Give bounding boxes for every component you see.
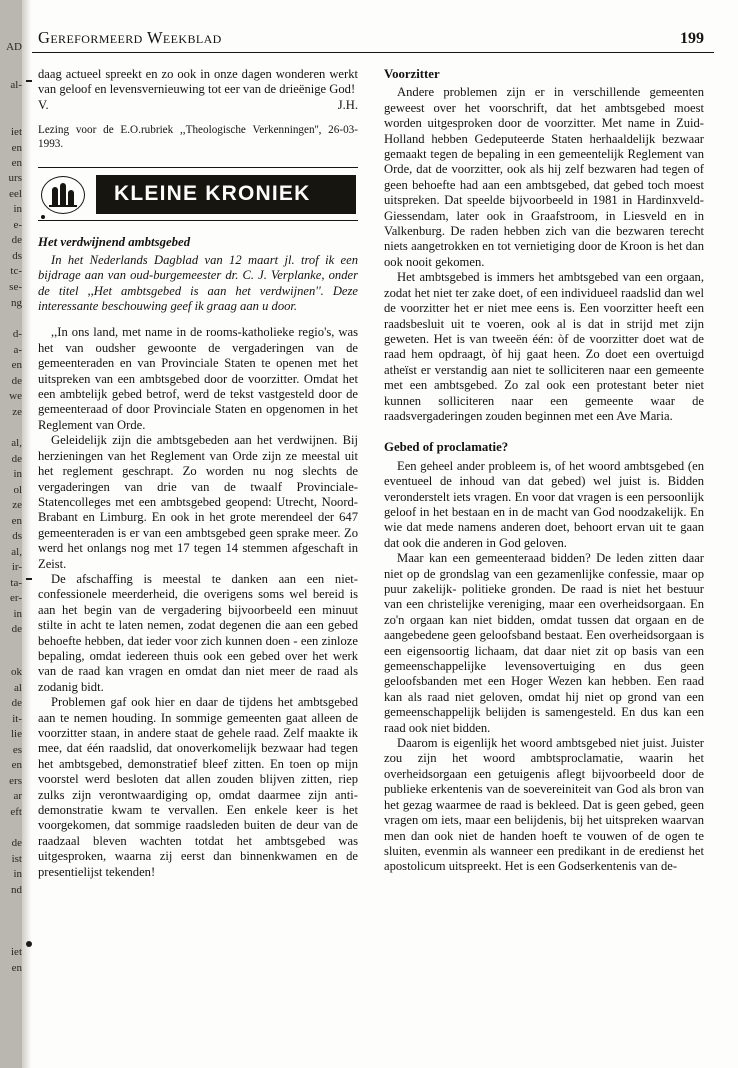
- edge-fragment: a-: [13, 344, 22, 356]
- edge-fragment: ist: [11, 853, 22, 865]
- section-heading-gebed-of-proclamatie: Gebed of proclamatie?: [384, 440, 509, 455]
- edge-fragment: de: [11, 623, 22, 635]
- body-paragraph: Een geheel ander probleem is, of het woord ambtsgebed (en eventueel de inhoud van dat gebed) wel juist is. Bidden veronderstelt iets vragen. En voor dat vragen is een persoonlijk geloof in het bestaan en in de macht van God noodzakelijk. En wie dat mede namens anderen doet, behoort ervan uit te gaan dat ook die anderen in God geloven.: [384, 458, 704, 550]
- body-paragraph: Problemen gaf ook hier en daar de tijdens het ambtsgebed aan te nemen houding. In sommige gemeenten gaat alleen de voorzitter staan, in andere staat de gehele raad. Zelf maakte ik mee, dat één raadslid, dat onoverkomelijk bezwaar had tegen het ambtsgebed, demonstratief bleef zitten. En toen op mijn voorstel werd besloten dat allen zouden blijven zitten, riep zulks zijn verontwaardiging op, omdat daarmee zijn anti- demonstratie kwam te vervallen. Een enkele keer is het voorgekomen, dat sommige raadsleden buiten de deur van de raadzaal bleven wachten totdat het ambtsgebed was uitgesproken, waarna zij eerst dan binnenkwamen en de presentielijst tekenden!: [38, 695, 358, 879]
- column-right: [384, 67, 704, 880]
- edge-fragment: de: [11, 234, 22, 246]
- two-column-body: [32, 67, 704, 880]
- body-paragraph: ,,In ons land, met name in de rooms-katholieke regio's, was het van oudsher gewoonte de vergaderingen van de gemeenteraden en van Provinciale Staten te openen met het uitspreken van een ambtsgebed door de voorzitter. Omdat het een ambtelijk gebed betrof, werd de tekst vastgesteld door de gemeenteraad of door Provinciale Staten en opgenomen in het Reglement van Orde.: [38, 325, 358, 432]
- edge-fragment: ze: [12, 406, 22, 418]
- continuation-paragraph: daag actueel spreekt en zo ook in onze dagen wonderen werkt van geloof en levensvernieuwing tot eer van de drieënige God!: [38, 67, 358, 97]
- edge-fragment: de: [11, 697, 22, 709]
- body-paragraph: Het ambtsgebed is immers het ambtsgebed van een orgaan, zodat het niet ter zake doet, of een individueel raadslid dan wel de voorzitter het er niet mee eens is. Een voorzitter heeft een raadsbesluit uit te voeren, ook al is dat in strijd met zijn geweten. Het is van tweeën één: òf de voorzitter doet wat de raad hem opdraagt, òf hij gaat heen. Zo doet een overtuigd atheïst er verstandig aan niet te solliciteren naar een gemeente met een ambtsgebed. Zo zal ook een protestant beter niet kunnen solliciteren naar een gemeente waar de raadsvergaderingen zouden beginnen met een Ave Maria.: [384, 270, 704, 423]
- banner-dot-icon: [41, 215, 45, 219]
- edge-fragment: de: [11, 453, 22, 465]
- edge-fragment: iet: [11, 946, 22, 958]
- edge-fragment: de: [11, 375, 22, 387]
- edge-fragment: es: [12, 744, 22, 756]
- edge-fragment: ng: [11, 297, 22, 309]
- edge-fragment: we: [9, 390, 22, 402]
- edge-fragment: se-: [9, 281, 22, 293]
- body-paragraph: De afschaffing is meestal te danken aan een niet-confessionele meerderheid, die overigens soms wel bereid is aan het begin van de vergadering bijvoorbeeld een minuut stilte in acht te laten nemen, zodat degenen die aan een gebed behoefte hebben, dat ieder voor zich kunnen doen - een zinloze bepaling, omdat iedereen thuis ook een gebed over het werk van de raad kan vragen en omdat dan niet meer de raad als zodanig bidt.: [38, 571, 358, 694]
- edge-fragment: en: [11, 142, 22, 154]
- edge-fragment: it-: [12, 713, 22, 725]
- edge-fragment: ir-: [11, 561, 22, 573]
- edge-fragment: iet: [11, 126, 22, 138]
- edge-fragment: lie: [11, 728, 22, 740]
- body-paragraph: Andere problemen zijn er in verschillende gemeenten geweest over het voorschrift, dat het ambtsgebed moest worden uitgesproken door de voorzitter. Met name in Zuid-Holland hebben Gedeputeerde Staten herhaaldelijk bezwaar gemaakt tegen de bepaling in een gemeentelijk Reglement van Orde, dat de voorzitter, ook als hij zelf bezwaren had tegen of geen behoefte had aan een ambtsgebed, dat gebed toch moest uitspreken. Dat speelde bijvoorbeeld in 1981 in Hardinxveld-Giessendam, later ook in Graafstroom, in Liesveld en in Valkenburg. De raden hebben zich van die bezwaren terecht niets aangetrokken en tot vernietiging door de Kroon is het dan ook nooit gekomen.: [384, 85, 704, 269]
- edge-fragment: e-: [13, 219, 22, 231]
- edge-fragment: nd: [11, 884, 22, 896]
- edge-fragment: AD: [6, 41, 22, 53]
- signature-left: V.: [38, 97, 49, 112]
- page-sheet: [32, 0, 738, 1068]
- edge-fragment: en: [11, 759, 22, 771]
- edge-fragment: en: [11, 359, 22, 371]
- signature-right: J.H.: [337, 97, 358, 112]
- edge-fragment: ol: [13, 484, 22, 496]
- section-heading-voorzitter: Voorzitter: [384, 67, 440, 81]
- edge-fragment: tc-: [10, 265, 22, 277]
- page-number: 199: [680, 30, 704, 47]
- edge-fragment: en: [11, 157, 22, 169]
- page-content: [32, 28, 724, 880]
- running-head: [32, 28, 714, 53]
- edge-fragment: eel: [9, 188, 22, 200]
- edge-fragment: al-: [10, 79, 22, 91]
- intro-italic-paragraph: In het Nederlands Dagblad van 12 maart jl. trof ik een bijdrage aan van oud-burgemeester dr. C. J. Verplanke, onder de titel ,,Het ambtsgebed is aan het verdwijnen''. Deze interessante beschouwing geef ik graag aan u door.: [38, 252, 358, 314]
- edge-fragment: al: [14, 682, 22, 694]
- edge-fragment: eft: [10, 806, 22, 818]
- edge-fragment: in: [13, 868, 22, 880]
- edge-fragment: in: [13, 468, 22, 480]
- edge-fragment: ds: [12, 530, 22, 542]
- lecture-footnote: Lezing voor de E.O.rubriek ,,Theologische Verkenningen'', 26-03-1993.: [38, 124, 358, 150]
- edge-fragment: d-: [12, 328, 22, 340]
- edge-fragment: al,: [11, 546, 22, 558]
- body-paragraph: Geleidelijk zijn die ambtsgebeden aan het verdwijnen. Bij herzieningen van het Reglement van Orde zijn ze meestal uit het reglement geschrapt. Zo worden nu nog slechts de vergaderingen van drie van de twaalf Provinciale-Statencolleges met een ambtsgebed geopend: Utrecht, Noord-Brabant en Limburg. En ook in het grote merendeel der 647 gemeenteraden is er van een ambtsgebed geen sprake meer. Zo werd het onlangs nog met 17 tegen 14 stemmen afgeschaft in Zeist.: [38, 433, 358, 571]
- edge-fragment: en: [11, 515, 22, 527]
- edge-fragment: ze: [12, 499, 22, 511]
- edge-fragment: en: [11, 962, 22, 974]
- body-paragraph: Maar kan een gemeenteraad bidden? De leden zitten daar niet op de grondslag van een gezamenlijke confessie, maar op puur zakelijk- politieke gronden. De raad is niet het bestuur van een christelijke vereniging, maar een overheidsorgaan. En zo'n orgaan kan niet bidden, omdat tussen dat orgaan en de aangebedene geen geloofsband bestaat. Een overheidsorgaan is een eigensoortig lichaam, dat daar niet zit op basis van een gemeenschappelijke levensovertuiging en dus geen geloofsbanden met een Hoger Wezen kan hebben. Een raad kan als raad niet geloven, omdat hij niet op grond van een gemeenschappelijk belijden is samengesteld. En dus kan een raad ook niet bidden.: [384, 551, 704, 735]
- edge-fragment: in: [13, 203, 22, 215]
- article-heading: Het verdwijnend ambtsgebed: [38, 235, 191, 250]
- signature-row: [38, 98, 358, 113]
- column-left: [38, 67, 358, 880]
- edge-fragment: ds: [12, 250, 22, 262]
- banner-label: KLEINE KRONIEK: [96, 175, 356, 214]
- edge-fragment: in: [13, 608, 22, 620]
- body-paragraph: Daarom is eigenlijk het woord ambtsgebed niet juist. Juister zou zijn het woord ambtsproclamatie, waarin het overheidsorgaan een getuigenis aflegt bijvoorbeeld door de publieke erkentenis van de soevereiniteit van God als bron van het gezag waarmee de raad is bekleed. Dat is geen gebed, geen vragen om iets, maar een belijdenis, bij het uitspreken waarvan men dan ook niet de handen hoeft te vouwen of de ogen te sluiten, evenmin als wanneer een predikant in de eredienst het apostolicum uitspreekt. Het is een Godserkentenis van de-: [384, 736, 704, 874]
- edge-fragment: ar: [13, 790, 22, 802]
- kleine-kroniek-banner: [38, 167, 358, 221]
- edge-fragment: de: [11, 837, 22, 849]
- open-book-icon: [40, 174, 86, 214]
- edge-fragment: urs: [8, 172, 22, 184]
- journal-title: Gereformeerd Weekblad: [38, 28, 222, 47]
- edge-fragment: er-: [10, 592, 22, 604]
- edge-fragment: ers: [9, 775, 22, 787]
- edge-fragment: ta-: [10, 577, 22, 589]
- edge-fragment: al,: [11, 437, 22, 449]
- edge-fragment: ok: [11, 666, 22, 678]
